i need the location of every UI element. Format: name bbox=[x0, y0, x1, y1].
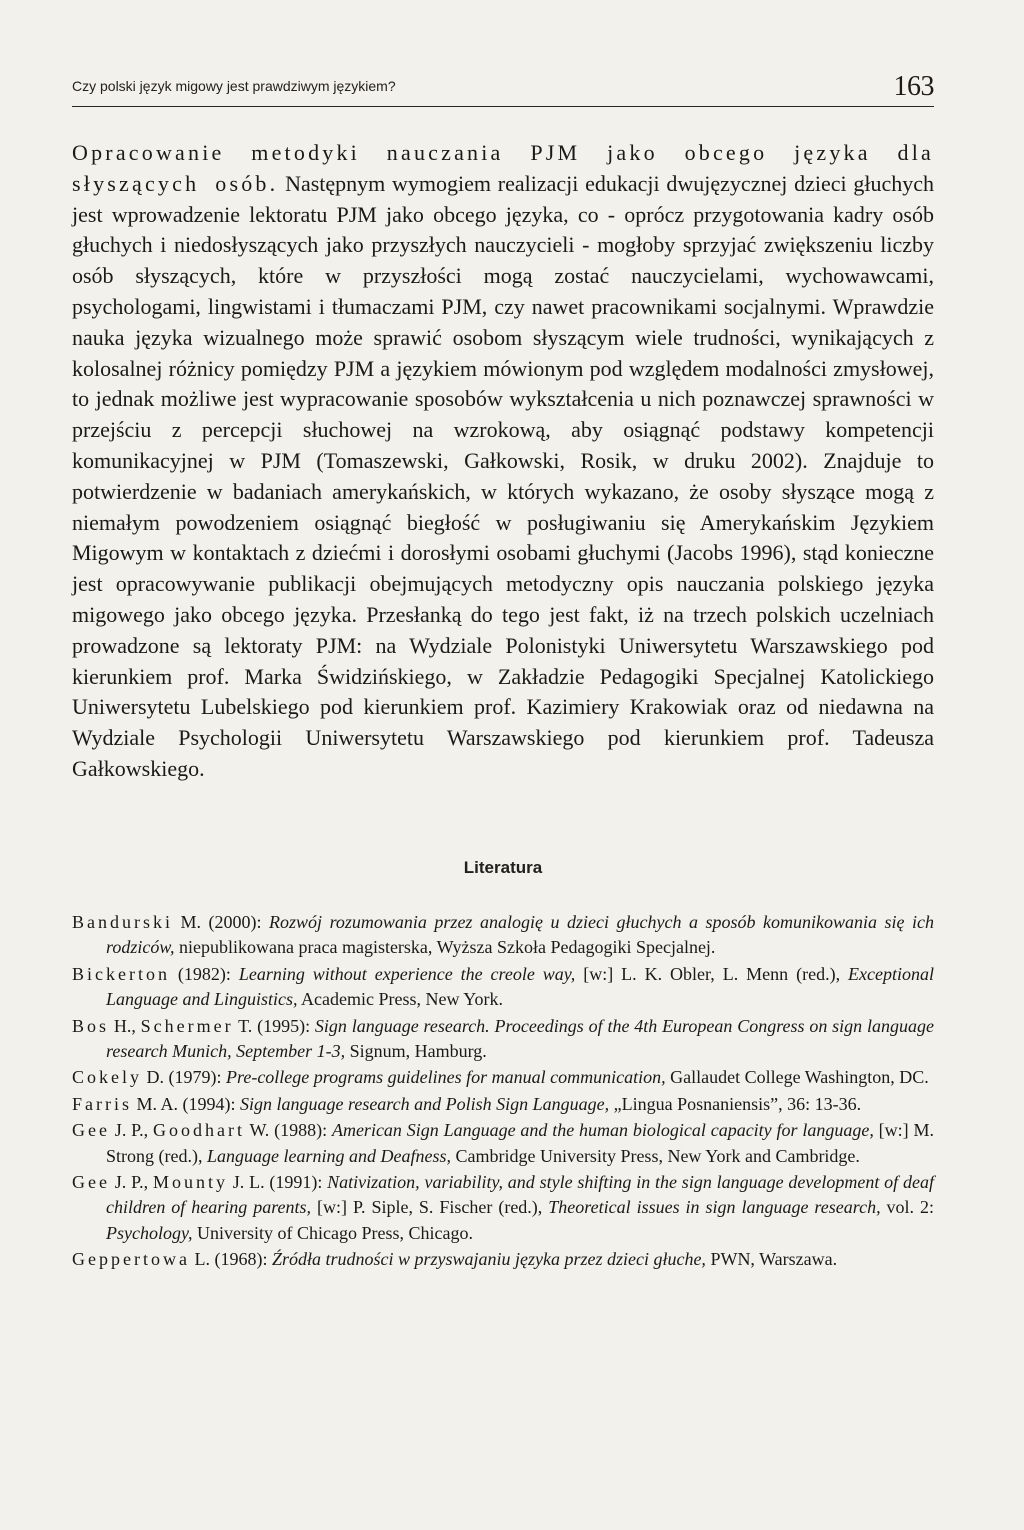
reference-after-second-author: W. (1988): bbox=[244, 1120, 332, 1141]
body-paragraph bbox=[72, 138, 934, 785]
reference-author: Cokely bbox=[72, 1067, 142, 1088]
reference-author: Bos bbox=[72, 1015, 110, 1036]
reference-publisher: Cambridge University Press, New York and Cambridge. bbox=[450, 1145, 860, 1166]
reference-volume: vol. 2: bbox=[880, 1197, 935, 1218]
reference-list bbox=[72, 910, 934, 1274]
reference-item bbox=[72, 1014, 934, 1065]
reference-publication: niepublikowana praca magisterska, Wyższa Szkoła Pedagogiki Specjalnej. bbox=[174, 937, 716, 958]
reference-title: Źródła trudności w przyswajaniu języka przez dzieci głuche, bbox=[271, 1249, 706, 1270]
reference-title: Rozwój rozumowania przez analogię u dzieci głuchych a sposób komunikowania się ich rodziców, bbox=[106, 912, 934, 958]
reference-publisher: University of Chicago Press, Chicago. bbox=[192, 1222, 473, 1243]
reference-title: Sign language research and Polish Sign Language, bbox=[240, 1093, 610, 1114]
running-head bbox=[72, 71, 934, 107]
reference-publication: [w:] L. K. Obler, L. Menn (red.), bbox=[575, 963, 849, 984]
reference-author: Gee bbox=[72, 1172, 110, 1193]
reference-author: Geppertowa bbox=[72, 1249, 190, 1270]
paragraph-text: Następnym wymogiem realizacji edukacji dwujęzycznej dzieci głuchych jest wprowadzenie lektoratu PJM jako obcego języka, co - oprócz przygotowania kadry osób głuchych i niedosłyszących jako przyszłych nauczycieli - mogłoby sprzyjać zwiększeniu liczby osób słyszących, które w przyszłości mogą zostać nauczycielami, wychowawcami, psychologami, lingwistami i tłumaczami PJM, czy nawet pracownikami socjalnymi. Wprawdzie nauka języka wizualnego może sprawić osobom słyszącym wiele trudności, wynikających z kolosalnej różnicy pomiędzy PJM a językiem mówionym pod względem modalności zmysłowej, to jednak możliwe jest wypracowanie sposobów wykształcenia u nich poznawczej sprawności w przejściu z percepcji słuchowej na wzrokową, aby osiągnąć podstawy kompetencji komunikacyjnej w PJM (Tomaszewski, Gałkowski, Rosik, w druku 2002). Znajduje to potwierdzenie w badaniach amerykańskich, w których wykazano, że osoby słyszące mogą z niemałym powodzeniem osiągnąć biegłość w posługiwaniu się Amerykańskim Językiem Migowym w kontaktach z dziećmi i dorosłymi osobami głuchymi (Jacobs 1996), stąd konieczne jest opracowywanie publikacji obejmujących metodyczny opis nauczania polskiego języka migowego jako obcego języka. Przesłanką do tego jest fakt, iż na trzech polskich uczelniach prowadzone są lektoraty PJM: na Wydziale Polonistyki Uniwersytetu Warszawskiego pod kierunkiem prof. Marka Świdzińskiego, w Zakładzie Pedagogiki Specjalnej Katolickiego Uniwersytetu Lubelskiego pod kierunkiem prof. Kazimiery Krakowiak oraz od niedawna na Wydziale Psychologii Uniwersytetu Warszawskiego pod kierunkiem prof. Tadeusza Gałkowskiego. bbox=[72, 170, 935, 781]
reference-item bbox=[72, 1170, 934, 1246]
reference-secondary-title: Exceptional Language and Linguistics, bbox=[106, 963, 934, 1010]
reference-after-author: M. (2000): bbox=[173, 912, 270, 932]
literature-title: Literatura bbox=[463, 858, 543, 877]
reference-after-author: M. A. (1994): bbox=[132, 1093, 240, 1114]
reference-secondary-title: Theoretical issues in sign language research, bbox=[548, 1197, 881, 1218]
reference-after-second-author: T. (1995): bbox=[233, 1015, 315, 1036]
reference-after-author: J. P., bbox=[109, 1120, 153, 1141]
reference-author: Bandurski bbox=[72, 912, 173, 932]
reference-author: Farris bbox=[72, 1093, 132, 1114]
reference-after-author: H., bbox=[109, 1015, 141, 1036]
reference-title: American Sign Language and the human biological capacity for language, bbox=[331, 1120, 874, 1141]
reference-second-author: Mounty bbox=[152, 1172, 228, 1193]
reference-publication: [w:] M. Strong (red.), bbox=[106, 1120, 934, 1166]
reference-volume-title: Psychology, bbox=[106, 1222, 193, 1243]
reference-second-author: Goodhart bbox=[152, 1120, 245, 1141]
reference-after-author: (1982): bbox=[169, 963, 239, 984]
reference-publication: [w:] P. Siple, S. Fischer (red.), bbox=[311, 1197, 549, 1218]
reference-after-author: L. (1968): bbox=[189, 1249, 272, 1270]
reference-item bbox=[72, 1092, 934, 1117]
reference-publisher: Gallaudet College Washington, DC. bbox=[665, 1067, 929, 1088]
reference-item bbox=[72, 1247, 934, 1272]
spaced-heading: Opracowanie metodyki nauczania PJM jako obcego języka dla słyszących osób. bbox=[72, 140, 934, 196]
reference-after-author: J. P., bbox=[109, 1172, 153, 1193]
reference-item bbox=[72, 910, 934, 961]
reference-secondary-title: Language learning and Deafness, bbox=[206, 1145, 451, 1166]
running-title: Czy polski język migowy jest prawdziwym językiem? bbox=[72, 78, 396, 94]
reference-item bbox=[72, 962, 934, 1013]
reference-title: Learning without experience the creole way, bbox=[238, 963, 576, 984]
reference-publication: „Lingua Posnaniensis”, 36: 13-36. bbox=[609, 1093, 862, 1114]
reference-after-second-author: J. L. (1991): bbox=[227, 1172, 328, 1193]
page-number: 163 bbox=[893, 71, 934, 102]
reference-title: Pre-college programs guidelines for manual communication, bbox=[226, 1067, 666, 1088]
reference-item bbox=[72, 1065, 934, 1090]
reference-second-author: Schermer bbox=[140, 1015, 234, 1036]
reference-author: Bickerton bbox=[72, 963, 170, 984]
reference-publisher: Signum, Hamburg. bbox=[345, 1041, 487, 1062]
reference-after-author: D. (1979): bbox=[142, 1067, 226, 1088]
reference-item bbox=[72, 1118, 934, 1169]
reference-title: Nativization, variability, and style shifting in the sign language development of deaf children of hearing parents, bbox=[106, 1172, 934, 1218]
reference-title: Sign language research. Proceedings of the 4th European Congress on sign language research Munich, September 1-3, bbox=[106, 1015, 934, 1062]
reference-author: Gee bbox=[72, 1120, 110, 1141]
reference-publisher: PWN, Warszawa. bbox=[705, 1249, 838, 1270]
reference-publisher: Academic Press, New York. bbox=[297, 989, 503, 1010]
